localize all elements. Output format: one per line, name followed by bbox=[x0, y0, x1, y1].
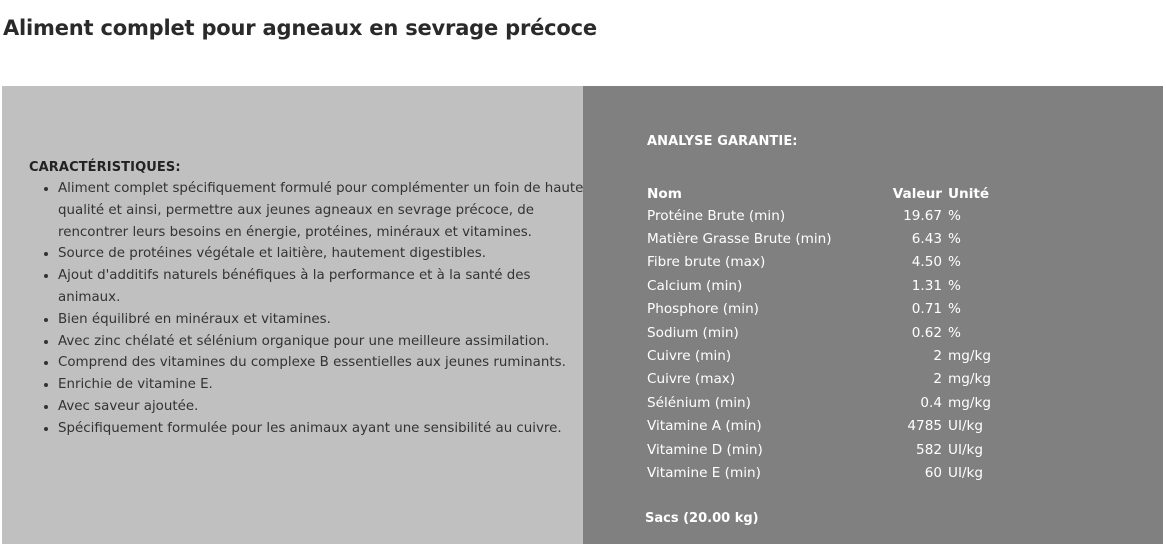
column-header-unit: Unité bbox=[948, 185, 990, 202]
characteristic-item: • Bien équilibré en minéraux et vitamines. bbox=[58, 309, 588, 331]
nutrient-value: 0.4 bbox=[920, 394, 942, 411]
characteristic-item: • Ajout d'additifs naturels bénéfiques à la performance et à la santé des animaux. bbox=[58, 265, 588, 309]
nutrient-unit: UI/kg bbox=[948, 441, 984, 458]
bag-size: Sacs (20.00 kg) bbox=[645, 511, 759, 526]
nutrient-value: 2 bbox=[933, 348, 942, 365]
nutrient-name: Vitamine A (min) bbox=[647, 418, 762, 435]
nutrient-unit: mg/kg bbox=[948, 394, 991, 411]
nutrient-name: Cuivre (max) bbox=[647, 371, 736, 388]
characteristic-item: • Comprend des vitamines du complexe B essentielles aux jeunes ruminants. bbox=[58, 352, 588, 374]
nutrient-unit: % bbox=[948, 324, 961, 341]
nutrient-value: 4785 bbox=[907, 418, 942, 435]
nutrient-name: Vitamine D (min) bbox=[647, 441, 763, 458]
table-row bbox=[644, 391, 1011, 414]
nutrient-name: Sodium (min) bbox=[647, 324, 739, 341]
analysis-panel bbox=[583, 86, 1163, 544]
nutrient-unit: % bbox=[948, 254, 961, 271]
characteristic-item: • Source de protéines végétale et laitière, hautement digestibles. bbox=[58, 243, 588, 265]
nutrient-unit: UI/kg bbox=[948, 464, 984, 481]
nutrient-value: 0.62 bbox=[911, 324, 942, 341]
column-header-value: Valeur bbox=[892, 185, 942, 202]
characteristics-list bbox=[30, 178, 588, 440]
nutrient-unit: mg/kg bbox=[948, 371, 991, 388]
nutrient-name: Matière Grasse Brute (min) bbox=[647, 231, 832, 248]
nutrient-value: 2 bbox=[933, 371, 942, 388]
table-row bbox=[644, 298, 1011, 321]
nutrient-name: Vitamine E (min) bbox=[647, 464, 761, 481]
nutrient-name: Phosphore (min) bbox=[647, 301, 759, 318]
nutrient-name: Cuivre (min) bbox=[647, 348, 732, 365]
table-row bbox=[644, 368, 1011, 391]
nutrient-value: 0.71 bbox=[911, 301, 942, 318]
nutrient-name: Fibre brute (max) bbox=[647, 254, 766, 271]
analysis-table bbox=[644, 183, 1011, 485]
table-row bbox=[644, 415, 1011, 438]
nutrient-value: 4.50 bbox=[911, 254, 942, 271]
characteristics-panel bbox=[2, 86, 583, 544]
table-row bbox=[644, 321, 1011, 344]
nutrient-name: Calcium (min) bbox=[647, 277, 743, 294]
nutrient-value: 60 bbox=[924, 464, 942, 481]
table-row bbox=[644, 204, 1011, 227]
nutrient-value: 6.43 bbox=[911, 231, 942, 248]
characteristic-item: • Avec zinc chélaté et sélénium organique pour une meilleure assimilation. bbox=[58, 331, 588, 353]
nutrient-unit: UI/kg bbox=[948, 418, 984, 435]
characteristic-item: • Spécifiquement formulée pour les animaux ayant une sensibilité au cuivre. bbox=[58, 418, 588, 440]
table-row bbox=[644, 227, 1011, 250]
nutrient-unit: % bbox=[948, 277, 961, 294]
characteristic-item: • Avec saveur ajoutée. bbox=[58, 396, 588, 418]
analysis-heading: ANALYSE GARANTIE: bbox=[647, 134, 798, 149]
nutrient-value: 582 bbox=[916, 441, 942, 458]
nutrient-name: Protéine Brute (min) bbox=[647, 207, 786, 224]
table-row bbox=[644, 251, 1011, 274]
table-header-row bbox=[644, 183, 1011, 204]
nutrient-value: 1.31 bbox=[911, 277, 942, 294]
nutrient-unit: mg/kg bbox=[948, 348, 991, 365]
characteristic-item: • Enrichie de vitamine E. bbox=[58, 374, 588, 396]
nutrient-name: Sélénium (min) bbox=[647, 394, 751, 411]
table-row bbox=[644, 438, 1011, 461]
page-title: Aliment complet pour agneaux en sevrage précoce bbox=[3, 16, 597, 41]
nutrient-unit: % bbox=[948, 207, 961, 224]
table-row bbox=[644, 461, 1011, 484]
table-row bbox=[644, 344, 1011, 367]
column-header-name: Nom bbox=[647, 185, 682, 202]
nutrient-value: 19.67 bbox=[903, 207, 942, 224]
nutrient-unit: % bbox=[948, 301, 961, 318]
characteristics-heading: CARACTÉRISTIQUES: bbox=[29, 160, 181, 175]
table-row bbox=[644, 274, 1011, 297]
characteristic-item: • Aliment complet spécifiquement formulé pour complémenter un foin de haute qualité et ainsi, permettre aux jeunes agneaux en sevrage précoce, de rencontrer leurs besoins en énergie, protéines, minéraux et vitamines. bbox=[58, 178, 588, 243]
nutrient-unit: % bbox=[948, 231, 961, 248]
